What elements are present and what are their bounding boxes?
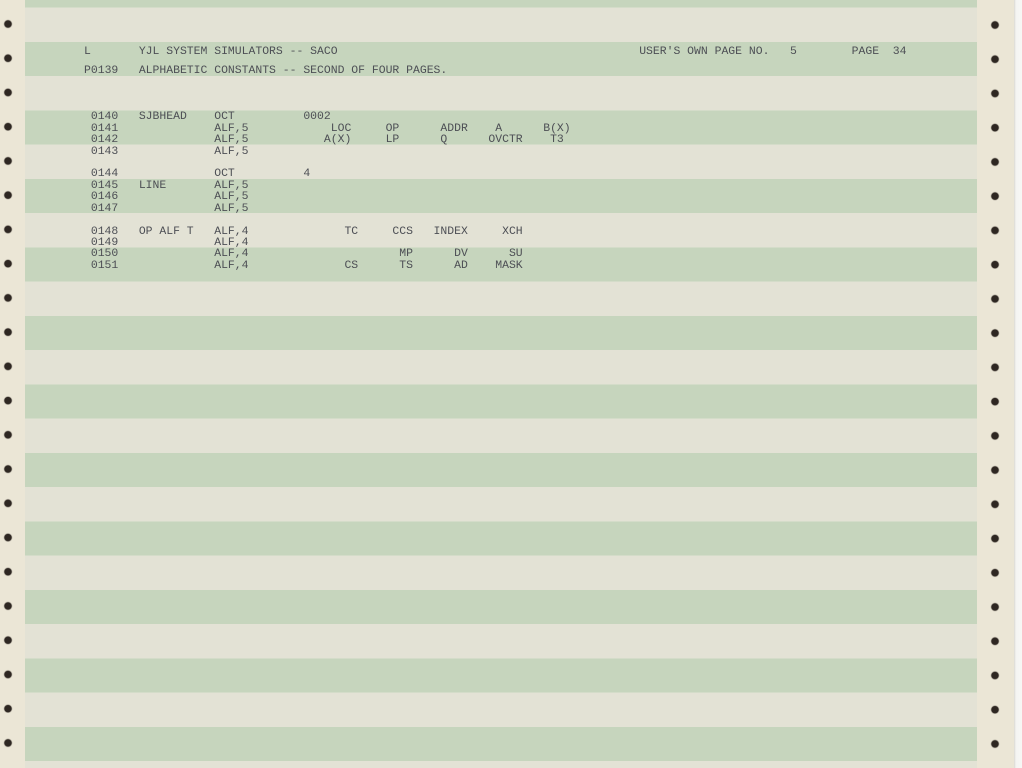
page-label: PAGE bbox=[851, 45, 880, 58]
listing-line bbox=[84, 168, 684, 179]
user-page-label: USER'S OWN PAGE NO. bbox=[639, 45, 770, 58]
line-label: LINE bbox=[138, 178, 167, 192]
listing-line bbox=[84, 226, 684, 237]
listing-line bbox=[84, 191, 684, 202]
line-number: 0146 bbox=[90, 190, 119, 204]
scan-edge bbox=[1014, 0, 1022, 768]
code-listing bbox=[84, 111, 684, 271]
section-subtitle: ALPHABETIC CONSTANTS -- SECOND OF FOUR PAGES. bbox=[138, 64, 448, 77]
line-number: 0151 bbox=[90, 258, 119, 272]
line-number: 0144 bbox=[90, 167, 119, 181]
tractor-feed-strip-left bbox=[0, 0, 25, 768]
line-operand: 0002 bbox=[303, 110, 331, 124]
line-opcode: ALF,4 bbox=[214, 258, 249, 272]
listing-line bbox=[84, 134, 684, 145]
blank-line bbox=[84, 157, 684, 168]
listing-line bbox=[84, 180, 684, 191]
line-number: 0142 bbox=[90, 133, 119, 147]
line-operand: LOC OP ADDR A B(X) bbox=[303, 121, 571, 135]
user-page-number: 5 bbox=[789, 45, 797, 58]
page-number: 34 bbox=[892, 45, 907, 58]
listing-line bbox=[84, 260, 684, 271]
line-operand: MP DV SU bbox=[303, 247, 523, 261]
line-opcode: ALF,5 bbox=[214, 121, 249, 135]
line-opcode: ALF,4 bbox=[214, 224, 249, 238]
section-code: P0139 bbox=[84, 64, 119, 77]
line-number: 0140 bbox=[90, 110, 119, 124]
line-number: 0145 bbox=[90, 178, 119, 192]
line-opcode: ALF,4 bbox=[214, 235, 249, 249]
report-title: YJL SYSTEM SIMULATORS -- SACO bbox=[138, 45, 338, 58]
line-opcode: ALF,5 bbox=[214, 144, 249, 158]
line-operand: TC CCS INDEX XCH bbox=[303, 224, 523, 238]
header-line-2 bbox=[84, 65, 964, 77]
line-operand: A(X) LP Q OVCTR T3 bbox=[303, 133, 564, 147]
line-opcode: OCT bbox=[214, 110, 235, 124]
listing-line bbox=[84, 203, 684, 214]
tractor-feed-strip-right bbox=[977, 0, 1014, 768]
header-line-1 bbox=[84, 46, 964, 58]
line-number: 0148 bbox=[90, 224, 119, 238]
line-opcode: ALF,5 bbox=[214, 133, 249, 147]
line-opcode: ALF,4 bbox=[214, 247, 249, 261]
blank-line bbox=[84, 214, 684, 225]
line-number: 0149 bbox=[90, 235, 119, 249]
program-code: L bbox=[84, 45, 91, 58]
line-label: OP ALF T bbox=[138, 224, 194, 238]
line-opcode: ALF,5 bbox=[214, 190, 249, 204]
line-number: 0150 bbox=[90, 247, 119, 261]
line-opcode: OCT bbox=[214, 167, 235, 181]
line-number: 0141 bbox=[90, 121, 119, 135]
line-opcode: ALF,5 bbox=[214, 201, 249, 215]
line-opcode: ALF,5 bbox=[214, 178, 249, 192]
listing-line bbox=[84, 111, 684, 122]
listing-line bbox=[84, 146, 684, 157]
line-number: 0143 bbox=[90, 144, 119, 158]
line-operand: CS TS AD MASK bbox=[303, 258, 523, 272]
line-operand: 4 bbox=[303, 167, 311, 181]
line-number: 0147 bbox=[90, 201, 119, 215]
line-label: SJBHEAD bbox=[138, 110, 187, 124]
